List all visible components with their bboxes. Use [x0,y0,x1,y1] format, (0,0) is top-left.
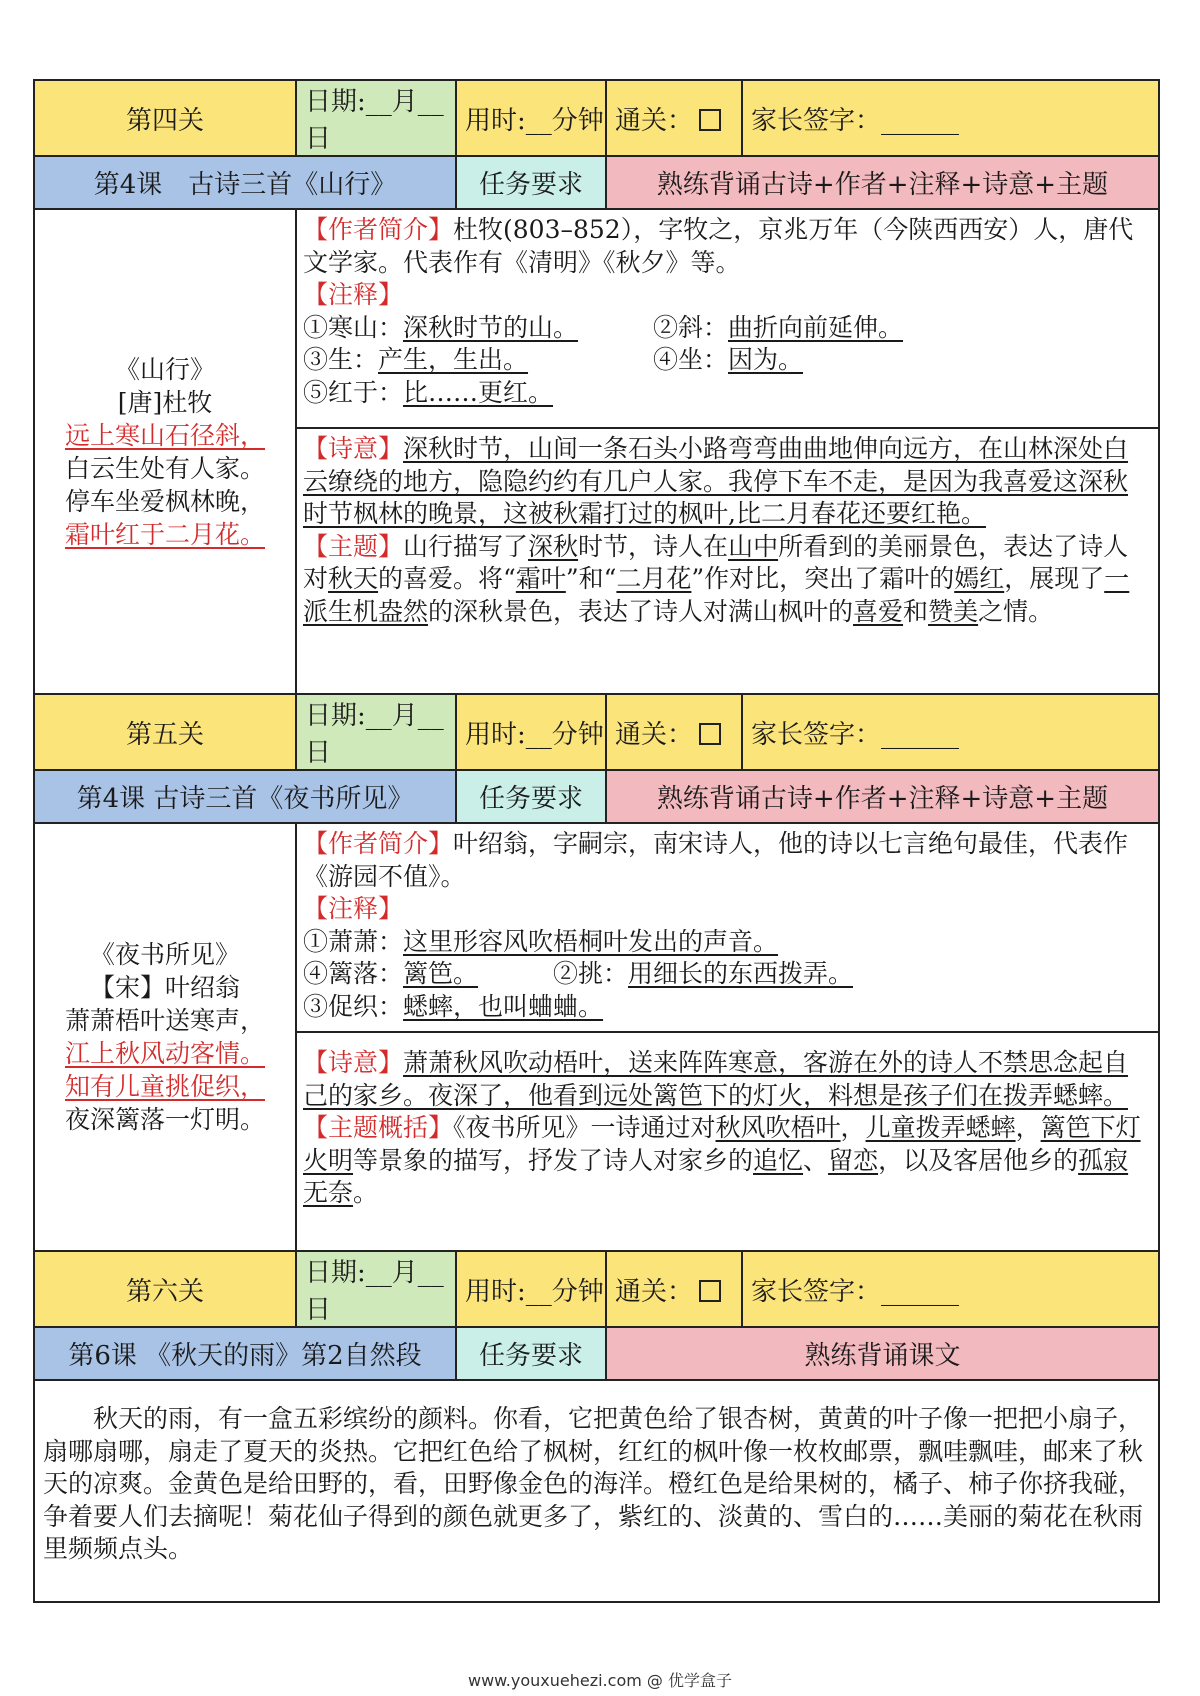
theme-key: 赞美 [928,596,979,626]
pass-label: 通关： [615,719,694,750]
note-term: ②斜： [653,312,729,342]
poem-theme [303,1112,1152,1210]
task-label: 任务要求 [456,770,606,823]
level-header-row [34,1251,1159,1327]
pass-field [606,80,742,156]
note-def: 这里形容风吹梧桐叶发出的声音。 [403,926,779,956]
theme-key: 秋天 [328,564,379,593]
theme-tag: 【主题概括】 [303,1113,454,1142]
lesson-row [34,1327,1159,1380]
theme-key: 孤寂无奈 [303,1145,1129,1207]
parent-sign-field[interactable]: 家长签字：______ [742,694,1159,770]
note-term: ③生： [303,345,379,374]
lesson-title: 第4课 古诗三首《山行》 [34,156,456,209]
theme-text: 所看到的美丽景色，表达了诗人对 [303,531,1129,593]
lesson-row [34,770,1159,823]
note-row [303,344,1152,377]
level-header-row [34,694,1159,770]
theme-tag: 【主题】 [303,531,404,561]
meaning-theme-cell [296,1032,1159,1251]
note-def: 因为。 [728,345,804,374]
task-requirement: 熟练背诵古诗+作者+注释+诗意+主题 [606,156,1159,209]
theme-text: ”作对比，突出了霜叶的 [691,564,955,593]
theme-text: 等景象的描写，抒发了诗人对家乡的 [353,1145,754,1175]
notes-tag: 【注释】 [303,280,404,309]
theme-key: 山中 [728,531,779,561]
theme-text: 和 [903,596,929,626]
note-def: 比……更红。 [403,377,554,407]
level-header-row [34,80,1159,156]
task-label: 任务要求 [456,1327,606,1380]
pass-label: 通关： [615,1276,694,1307]
poem-line: 萧萧梧叶送寒声， [64,1006,265,1035]
theme-text: ，以及客居他乡的 [878,1145,1079,1175]
date-field[interactable]: 日期:__月__日 [296,694,456,770]
author-intro [303,214,1152,279]
poem-line: 夜深篱落一灯明。 [64,1105,265,1134]
theme-text: ，展现了 [1004,564,1105,593]
theme-key: 喜爱 [853,596,904,626]
theme-key: 秋风吹梧叶 [715,1113,841,1142]
author-intro [303,828,1152,893]
poem-line: 霜叶红于二月花。 [64,519,265,549]
poem-line: 停车坐爱枫林晚， [64,486,265,516]
poem-text [34,823,296,1251]
poem-line: 远上寒山石径斜， [64,420,265,450]
theme-text: ”和“ [565,564,617,593]
author-tag: 【作者简介】 [303,829,454,858]
note-def: 深秋时节的山。 [403,312,579,342]
lesson-title: 第6课 《秋天的雨》第2自然段 [34,1327,456,1380]
theme-text: 山行描写了 [403,531,529,561]
note-def: 蟋蟀，也叫蛐蛐。 [403,991,604,1021]
note-row [303,958,1152,991]
theme-key: 霜叶 [515,564,566,593]
theme-key: 留恋 [828,1145,879,1175]
task-requirement: 熟练背诵古诗+作者+注释+诗意+主题 [606,770,1159,823]
poem-author: [唐]杜牧 [117,387,213,417]
content-row [34,1380,1159,1602]
theme-text: 的喜爱。将“ [378,564,516,593]
theme-key: 儿童拨弄蟋蟀 [865,1113,1016,1142]
lesson-title: 第4课 古诗三首《夜书所见》 [34,770,456,823]
meaning-tag: 【诗意】 [303,434,404,463]
poem-meaning [303,433,1152,531]
poem-line: 白云生处有人家。 [64,453,265,483]
theme-key: 追忆 [753,1145,804,1175]
pass-label: 通关： [615,105,694,136]
note-term: ②挑： [553,959,629,988]
pass-checkbox[interactable] [699,109,721,131]
content-row [34,823,1159,1032]
task-requirement: 熟练背诵课文 [606,1327,1159,1380]
note-def: 篱笆。 [403,959,479,988]
theme-text: 之情。 [978,596,1054,626]
note-row [303,312,1152,345]
note-term: ③促织： [303,991,404,1021]
footer-watermark: www.youxuehezi.com @ 优学盒子 [468,1671,732,1690]
theme-text: 《夜书所见》一诗通过对 [453,1113,716,1142]
note-term: ①萧萧： [303,926,404,956]
level-title: 第六关 [34,1251,296,1327]
poem-theme [303,531,1152,629]
notes-tag: 【注释】 [303,894,404,923]
author-text: 杜牧(803–852），字牧之，京兆万年（今陕西西安）人，唐代文学家。代表作有《清明》《秋夕》等。 [303,215,1134,277]
note-term: ④篱落： [303,959,404,988]
pass-checkbox[interactable] [699,1280,721,1302]
lesson-row [34,156,1159,209]
meaning-text: 萧萧秋风吹动梧叶，送来阵阵寒意，客游在外的诗人不禁思念起自己的家乡。夜深了，他看到远处篱笆下的灯火，料想是孩子们在拨弄蟋蟀。 [303,1048,1129,1110]
poem-title: 《山行》 [114,354,215,384]
theme-key: 篱笆下灯火明 [303,1113,1141,1175]
note-term: ①寒山： [303,312,404,342]
theme-key: 二月花 [616,564,692,593]
time-field[interactable]: 用时:__分钟 [456,1251,606,1327]
pass-checkbox[interactable] [699,723,721,745]
worksheet [33,79,1158,1603]
pass-field [606,1251,742,1327]
content-row [34,209,1159,428]
task-label: 任务要求 [456,156,606,209]
author-notes-cell [296,823,1159,1032]
date-field[interactable]: 日期:__月__日 [296,80,456,156]
poem-title: 《夜书所见》 [89,940,240,969]
meaning-text: 深秋时节，山间一条石头小路弯弯曲曲地伸向远方，在山林深处白云缭绕的地方，隐隐约约有几户人家。我停下车不走，是因为我喜爱这深秋时节枫林的晚景，这被秋霜打过的枫叶,比二月春花还要红艳。 [303,434,1129,528]
recitation-text: 秋天的雨，有一盒五彩缤纷的颜料。你看，它把黄色给了银杏树，黄黄的叶子像一把把小扇子，扇哪扇哪，扇走了夏天的炎热。它把红色给了枫树，红红的枫叶像一枚枚邮票，飘哇飘哇，邮来了秋天的凉爽。金黄色是给田野的，看，田野像金色的海洋。橙红色是给果树的，橘子、柿子你挤我碰，争着要人们去摘呢！菊花仙子得到的颜色就更多了，紫红的、淡黄的、雪白的……美丽的菊花在秋雨里频频点头。 [34,1380,1159,1602]
theme-text: 时节，诗人在 [578,531,729,561]
level-title: 第四关 [34,80,296,156]
note-term: ④坐： [653,345,729,374]
note-row [303,991,1152,1024]
note-def: 产生，生出。 [378,345,529,374]
poem-text [34,209,296,694]
note-row [303,926,1152,959]
poem-line: 知有儿童挑促织， [64,1072,265,1101]
theme-text: 、 [803,1145,829,1175]
note-def: 曲折向前延伸。 [728,312,904,342]
date-field[interactable]: 日期:__月__日 [296,1251,456,1327]
note-def: 用细长的东西拨弄。 [628,959,854,988]
time-field[interactable]: 用时:__分钟 [456,694,606,770]
author-tag: 【作者简介】 [303,215,454,244]
author-text: 叶绍翁，字嗣宗，南宋诗人，他的诗以七言绝句最佳，代表作《游园不值》。 [303,829,1129,891]
note-term: ⑤红于： [303,377,404,407]
meaning-tag: 【诗意】 [303,1048,404,1077]
note-row [303,377,1152,410]
parent-sign-field[interactable]: 家长签字：______ [742,80,1159,156]
theme-text: 。 [353,1178,379,1207]
poem-line: 江上秋风动客情。 [64,1039,265,1068]
theme-key: 一派生机盎然 [303,564,1130,626]
theme-text: 的深秋景色，表达了诗人对满山枫叶的 [428,596,854,626]
poem-meaning [303,1047,1152,1112]
worksheet-table [33,79,1160,1603]
theme-text: ， [1015,1113,1041,1142]
theme-key: 深秋 [528,531,579,561]
parent-sign-field[interactable]: 家长签字：______ [742,1251,1159,1327]
author-notes-cell [296,209,1159,428]
theme-key: 嫣红 [954,564,1005,593]
time-field[interactable]: 用时:__分钟 [456,80,606,156]
pass-field [606,694,742,770]
level-title: 第五关 [34,694,296,770]
theme-text: ， [840,1113,866,1142]
poem-author: 【宋】叶绍翁 [89,973,240,1002]
meaning-theme-cell [296,428,1159,694]
